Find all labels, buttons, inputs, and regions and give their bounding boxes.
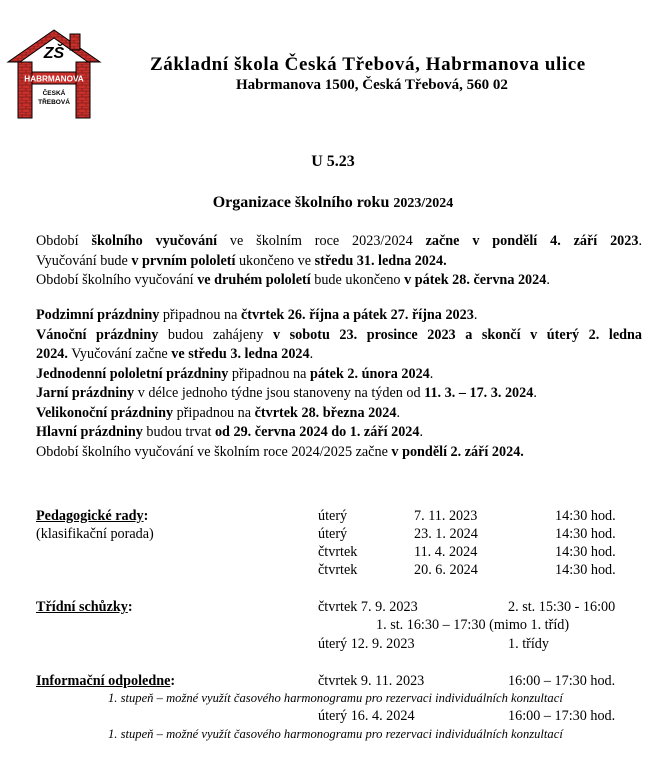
school-logo-graphic xyxy=(6,28,102,120)
period-line-2: Vyučování bude v prvním pololetí ukončeno ve středu 31. ledna 2024. xyxy=(36,252,447,269)
class-meetings-row-1-day: čtvrtek 7. 9. 2023 xyxy=(318,599,418,615)
ped-row-3-day: čtvrtek xyxy=(318,544,358,560)
school-logo xyxy=(6,28,102,120)
holiday-autumn: Podzimní prázdniny připadnou na čtvrtek 26. října a pátek 27. října 2023. xyxy=(36,307,478,323)
holiday-christmas-line-2: 2024. Vyučování začne ve středu 3. ledna 2024. xyxy=(36,346,314,362)
ped-row-1-date: 7. 11. 2023 xyxy=(414,508,478,524)
document-title xyxy=(0,194,666,212)
holiday-christmas-line-1: Vánoční prázdniny budou zahájeny v sobotu 23. prosince 2023 a skončí v úterý 2. ledna xyxy=(36,326,642,343)
school-year-period xyxy=(36,232,642,291)
ped-row-2-date: 23. 1. 2024 xyxy=(414,526,478,542)
ped-row-2-day: úterý xyxy=(318,526,348,542)
logo-line2-text: TŘEBOVÁ xyxy=(38,99,70,106)
info-afternoon-row-1-day: čtvrtek 9. 11. 2023 xyxy=(318,673,425,689)
document-title-text: Organizace školního roku xyxy=(212,194,394,211)
holiday-midterm: Jednodenní pololetní prázdniny připadnou na pátek 2. února 2024. xyxy=(36,365,434,382)
ped-row-1-day: úterý xyxy=(318,508,348,524)
ped-row-4-time: 14:30 hod. xyxy=(555,562,616,578)
class-meetings-row-1-info: 2. st. 15:30 - 16:00 xyxy=(508,599,616,615)
info-afternoon-row-2-time: 16:00 – 17:30 hod. xyxy=(508,708,616,724)
school-address: Habrmanova 1500, Česká Třebová, 560 02 xyxy=(236,77,508,93)
info-afternoon-label: Informační odpoledne: xyxy=(36,673,176,689)
ped-row-3-date: 11. 4. 2024 xyxy=(414,544,478,560)
logo-band-text: HABRMANOVA xyxy=(24,74,84,84)
ped-row-4-day: čtvrtek xyxy=(318,562,358,578)
ped-row-2-time: 14:30 hod. xyxy=(555,526,616,542)
pedagogical-councils-label: Pedagogické rady: xyxy=(36,508,149,524)
logo-line1-text: ČESKÁ xyxy=(42,90,66,97)
class-meetings-row-3-day: úterý 12. 9. 2023 xyxy=(318,636,415,652)
holiday-easter: Velikonoční prázdniny připadnou na čtvrtek 28. března 2024. xyxy=(36,404,401,421)
pedagogical-councils-note: (klasifikační porada) xyxy=(36,526,154,542)
info-afternoon-note-1: 1. stupeň – možné využít časového harmonogramu pro rezervaci individuálních konzultací xyxy=(108,691,563,705)
holiday-summer: Hlavní prázdniny budou trvat od 29. června 2024 do 1. září 2024. xyxy=(36,424,424,440)
document-title-year: 2023/2024 xyxy=(393,196,454,211)
info-afternoon-row-2-day: úterý 16. 4. 2024 xyxy=(318,708,415,724)
school-name: Základní škola Česká Třebová, Habrmanova ulice xyxy=(150,54,586,75)
period-line-1: Období školního vyučování ve školním roce 2023/2024 začne v pondělí 4. září 2023. xyxy=(36,233,643,249)
period-line-3: Období školního vyučování ve druhém pololetí bude ukončeno v pátek 28. června 2024. xyxy=(36,272,550,288)
ped-row-1-time: 14:30 hod. xyxy=(555,508,616,524)
ped-row-3-time: 14:30 hod. xyxy=(555,544,616,560)
class-meetings-row-3-info: 1. třídy xyxy=(508,636,549,652)
ped-row-4-date: 20. 6. 2024 xyxy=(414,562,478,578)
info-afternoon-row-1-time: 16:00 – 17:30 hod. xyxy=(508,673,616,689)
holidays-section xyxy=(36,306,642,462)
holiday-spring: Jarní prázdniny v délce jednoho týdne jsou stanoveny na týden od 11. 3. – 17. 3. 2024. xyxy=(36,385,537,401)
logo-top-text: ZŠ xyxy=(43,45,65,62)
next-school-year: Období školního vyučování ve školním roce 2024/2025 začne v pondělí 2. září 2024. xyxy=(36,443,524,460)
info-afternoon-note-2: 1. stupeň – možné využít časového harmonogramu pro rezervaci individuálních konzultací xyxy=(108,727,563,741)
class-meetings-label: Třídní schůzky: xyxy=(36,599,133,615)
document-code: U 5.23 xyxy=(311,153,355,170)
class-meetings-row-2-info: 1. st. 16:30 – 17:30 (mimo 1. tříd) xyxy=(376,617,570,633)
